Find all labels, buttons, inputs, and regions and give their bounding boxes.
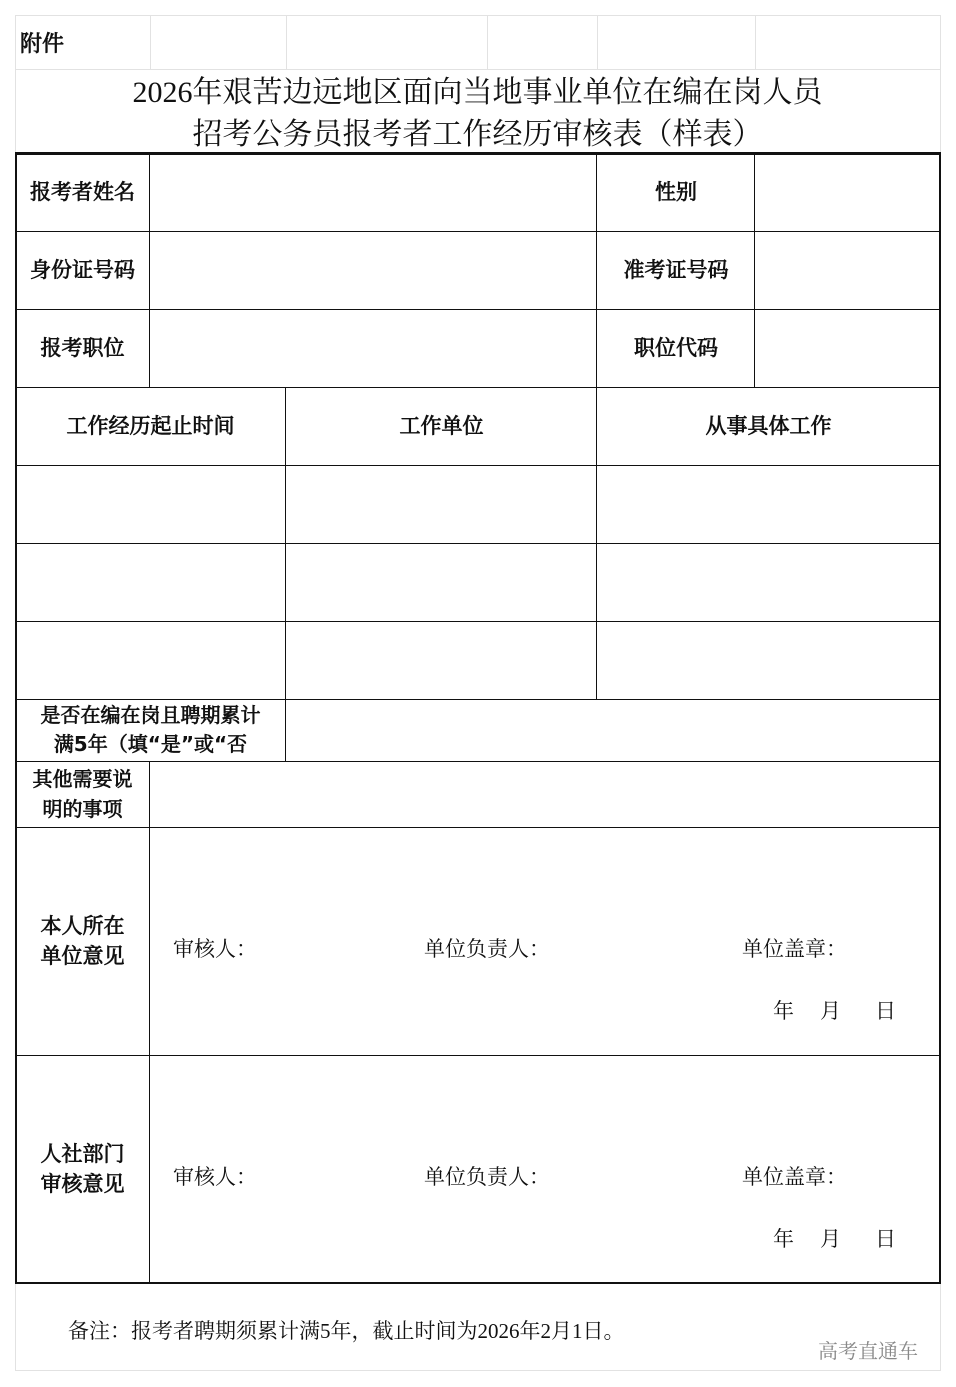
duties-header: 从事具体工作 (705, 414, 832, 438)
other-matters-label (15, 761, 150, 827)
hr-month-label: 月 (820, 1227, 841, 1251)
other-matters-input[interactable] (150, 761, 939, 827)
other-matters-line1: 其他需要说 (32, 767, 133, 791)
other-matters-line2: 明的事项 (42, 797, 123, 821)
unit-reviewer-label: 审核人： (173, 937, 257, 961)
exam-number-input[interactable] (755, 231, 939, 309)
id-number-label: 身份证号码 (30, 258, 135, 282)
unit-opinion-label (15, 827, 150, 1055)
hr-opinion-line2: 审核意见 (40, 1172, 125, 1196)
hr-day-label: 日 (875, 1227, 896, 1251)
grid-line (487, 15, 488, 69)
grid-line (15, 15, 940, 16)
hr-year-label: 年 (773, 1227, 794, 1251)
footnote: 备注：报考者聘期须累计满5年，截止时间为2026年2月1日。 (68, 1319, 625, 1343)
tenure-question-line1: 是否在编在岗且聘期累计 (40, 703, 261, 727)
row-line (15, 465, 940, 466)
gender-input[interactable] (755, 153, 939, 231)
row-line (15, 827, 940, 828)
table-border (15, 1282, 941, 1284)
tenure-question-line2: 满5年（填“是”或“否 (53, 732, 248, 756)
position-code-label: 职位代码 (634, 336, 718, 360)
hr-reviewer-label: 审核人： (173, 1165, 257, 1189)
attachment-label: 附件 (20, 32, 65, 57)
watermark: 高考直通车 (818, 1341, 918, 1363)
form-title-line2: 招考公务员报考者工作经历审核表（样表） (192, 118, 763, 151)
unit-opinion-line1: 本人所在 (40, 914, 125, 938)
row-line (15, 1055, 940, 1056)
row-line (15, 543, 940, 544)
unit-opinion-line2: 单位意见 (40, 944, 125, 968)
hr-head-label: 单位负责人： (424, 1165, 550, 1189)
name-label: 报考者姓名 (30, 180, 135, 204)
exam-number-label: 准考证号码 (623, 258, 729, 282)
gender-label: 性别 (655, 180, 697, 204)
work-period-header: 工作经历起止时间 (66, 414, 235, 438)
grid-line (15, 1370, 941, 1371)
table-border (939, 152, 941, 1284)
unit-year-label: 年 (773, 999, 794, 1023)
position-code-input[interactable] (755, 309, 939, 387)
tenure-question-label (15, 699, 286, 761)
grid-line (597, 15, 598, 69)
position-label: 报考职位 (40, 336, 125, 360)
unit-seal-label: 单位盖章： (742, 937, 847, 961)
form-title-line1: 2026年艰苦边远地区面向当地事业单位在编在岗人员 (132, 76, 823, 109)
unit-head-label: 单位负责人： (424, 937, 550, 961)
hr-opinion-line1: 人社部门 (40, 1142, 125, 1166)
grid-line (286, 15, 287, 69)
tenure-answer-input[interactable] (286, 699, 939, 761)
hr-opinion-label (15, 1055, 150, 1283)
row-line (15, 621, 940, 622)
grid-line (755, 15, 756, 69)
position-input[interactable] (150, 309, 596, 387)
grid-line (15, 69, 940, 70)
employer-header: 工作单位 (399, 414, 484, 438)
hr-seal-label: 单位盖章： (742, 1165, 847, 1189)
id-number-input[interactable] (150, 231, 596, 309)
unit-day-label: 日 (875, 999, 896, 1023)
name-input[interactable] (150, 153, 596, 231)
unit-month-label: 月 (820, 999, 841, 1023)
grid-line (150, 15, 151, 69)
